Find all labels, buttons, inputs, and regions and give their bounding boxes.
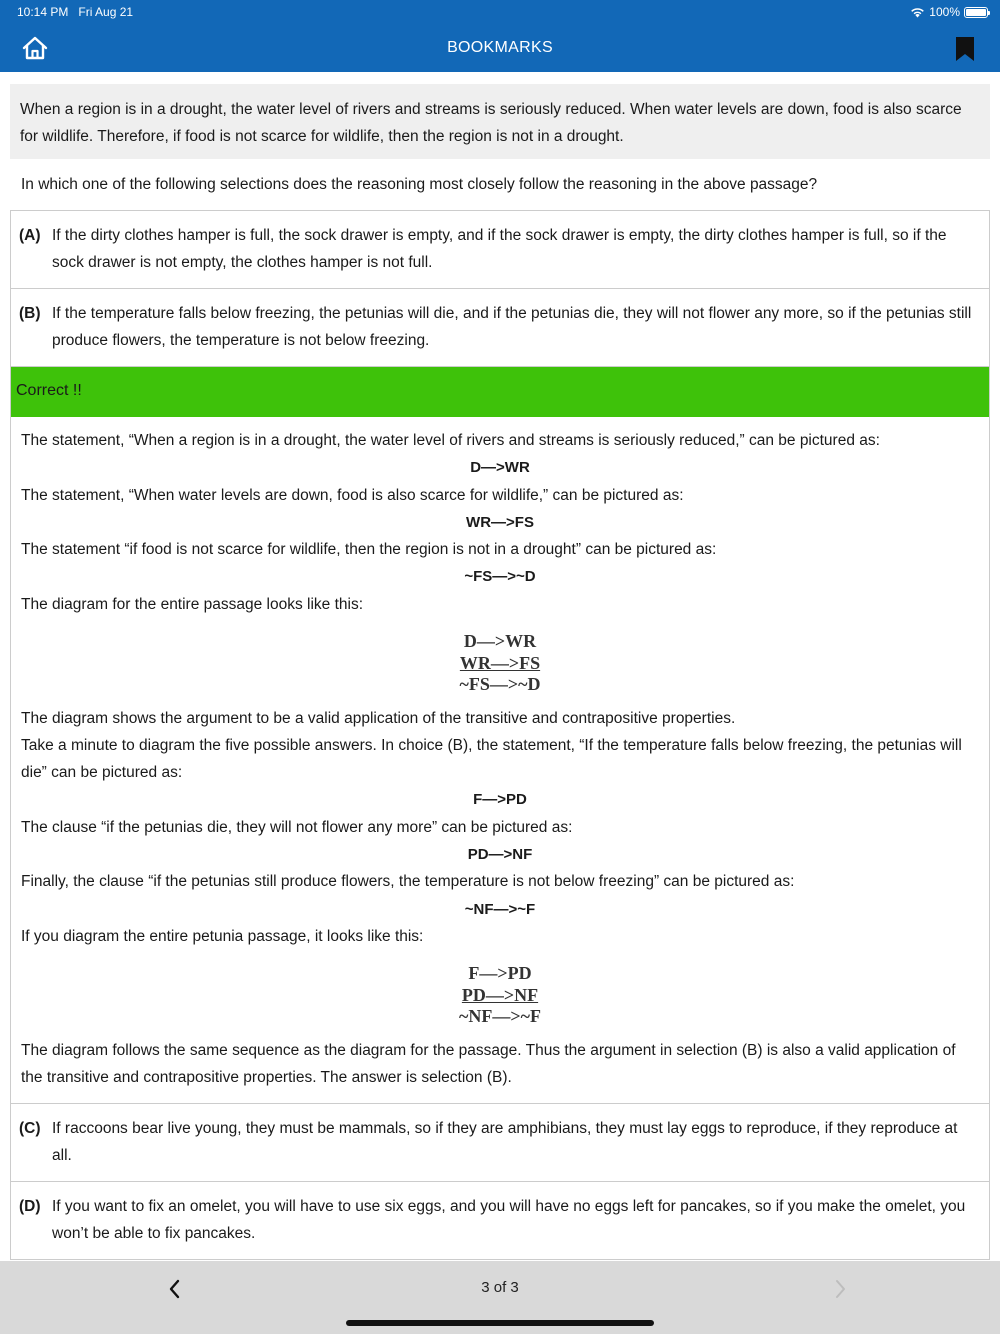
option-b[interactable]	[10, 289, 990, 367]
formula: ~NF—>~F	[464, 900, 536, 918]
content	[10, 84, 990, 1260]
explanation	[10, 417, 990, 1104]
diagram-line: ~FS—>~D	[459, 674, 541, 695]
option-text: If the temperature falls below freezing, the petunias will die, and if the petunias die, they will not flower any more, so if the petunias still produce flowers, the temperature is not below freezing.	[52, 305, 972, 349]
diagram-line: F—>PD	[468, 963, 532, 984]
status-right	[910, 5, 988, 19]
passage-diagram	[21, 618, 979, 705]
nav-bar	[0, 24, 1000, 72]
passage: When a region is in a drought, the water level of rivers and streams is seriously reduced. When water levels are down, food is also scarce for wildlife. Therefore, if food is not scarce for wildlife, then the region is not in a drought.	[10, 84, 990, 159]
status-time: 10:14 PM Fri Aug 21	[17, 5, 134, 19]
option-a[interactable]	[10, 210, 990, 289]
diagram-line: PD—>NF	[461, 984, 539, 1005]
correct-banner: Correct !!	[10, 367, 990, 417]
question-prompt: In which one of the following selections does the reasoning most closely follow the reasoning in the above passage?	[21, 176, 818, 193]
option-letter: (C)	[19, 1120, 41, 1138]
formula: F—>PD	[473, 791, 527, 809]
option-text: If the dirty clothes hamper is full, the sock drawer is empty, and if the sock drawer is empty, the dirty clothes hamper is full, so if the sock drawer is not empty, the clothes hamper is not full.	[52, 227, 947, 271]
explanation-text: The diagram for the entire passage looks like this:	[21, 595, 364, 613]
explanation-text: The clause “if the petunias die, they will not flower any more” can be pictured as:	[21, 818, 573, 836]
battery-icon	[964, 7, 988, 18]
explanation-text: The statement, “When water levels are down, food is also scarce for wildlife,” can be pictured as:	[21, 486, 684, 504]
option-letter: (D)	[19, 1198, 41, 1216]
home-indicator	[346, 1320, 654, 1326]
formula: ~FS—>~D	[464, 568, 536, 586]
option-letter: (B)	[19, 305, 41, 322]
formula: D—>WR	[470, 459, 530, 477]
option-text: If raccoons bear live young, they must be mammals, so if they are amphibians, they must lay eggs to reproduce, if they reproduce at all.	[52, 1120, 958, 1165]
option-c[interactable]	[10, 1104, 990, 1182]
bookmark-icon[interactable]	[954, 36, 976, 62]
diagram-line: WR—>FS	[459, 652, 541, 673]
status-bar	[0, 0, 1000, 24]
option-text: If you want to fix an omelet, you will have to use six eggs, and you will have no eggs left for pancakes, so if you make the omelet, you won’t be able to fix pancakes.	[52, 1198, 966, 1243]
page-indicator: 3 of 3	[481, 1279, 519, 1296]
explanation-text: If you diagram the entire petunia passage, it looks like this:	[21, 927, 424, 945]
explanation-text: Finally, the clause “if the petunias still produce flowers, the temperature is not below freezing” can be pictured as:	[21, 873, 795, 891]
explanation-text: Take a minute to diagram the five possible answers. In choice (B), the statement, “If the temperature falls below freezing, the petunias will die” can be pictured as:	[21, 736, 962, 782]
petunia-diagram	[21, 950, 979, 1037]
explanation-text: The diagram follows the same sequence as the diagram for the passage. Thus the argument in selection (B) is also a valid application of the transitive and contrapositive properties. The answer is selection (B).	[21, 1041, 956, 1087]
page-title: BOOKMARKS	[447, 39, 553, 56]
explanation-text: The statement, “When a region is in a drought, the water level of rivers and streams is seriously reduced,” can be pictured as:	[21, 432, 880, 449]
wifi-icon	[910, 7, 925, 18]
explanation-text: The diagram shows the argument to be a valid application of the transitive and contrapositive properties.	[21, 709, 736, 727]
diagram-line: D—>WR	[463, 631, 537, 652]
option-letter: (A)	[19, 227, 41, 244]
formula: WR—>FS	[466, 513, 534, 531]
option-d[interactable]	[10, 1182, 990, 1260]
formula: PD—>NF	[467, 846, 533, 864]
explanation-text: The statement “if food is not scarce for wildlife, then the region is not in a drought” can be pictured as:	[21, 541, 717, 559]
chevron-right-icon	[830, 1277, 850, 1301]
battery-percent: 100%	[929, 5, 960, 19]
diagram-line: ~NF—>~F	[459, 1006, 541, 1027]
